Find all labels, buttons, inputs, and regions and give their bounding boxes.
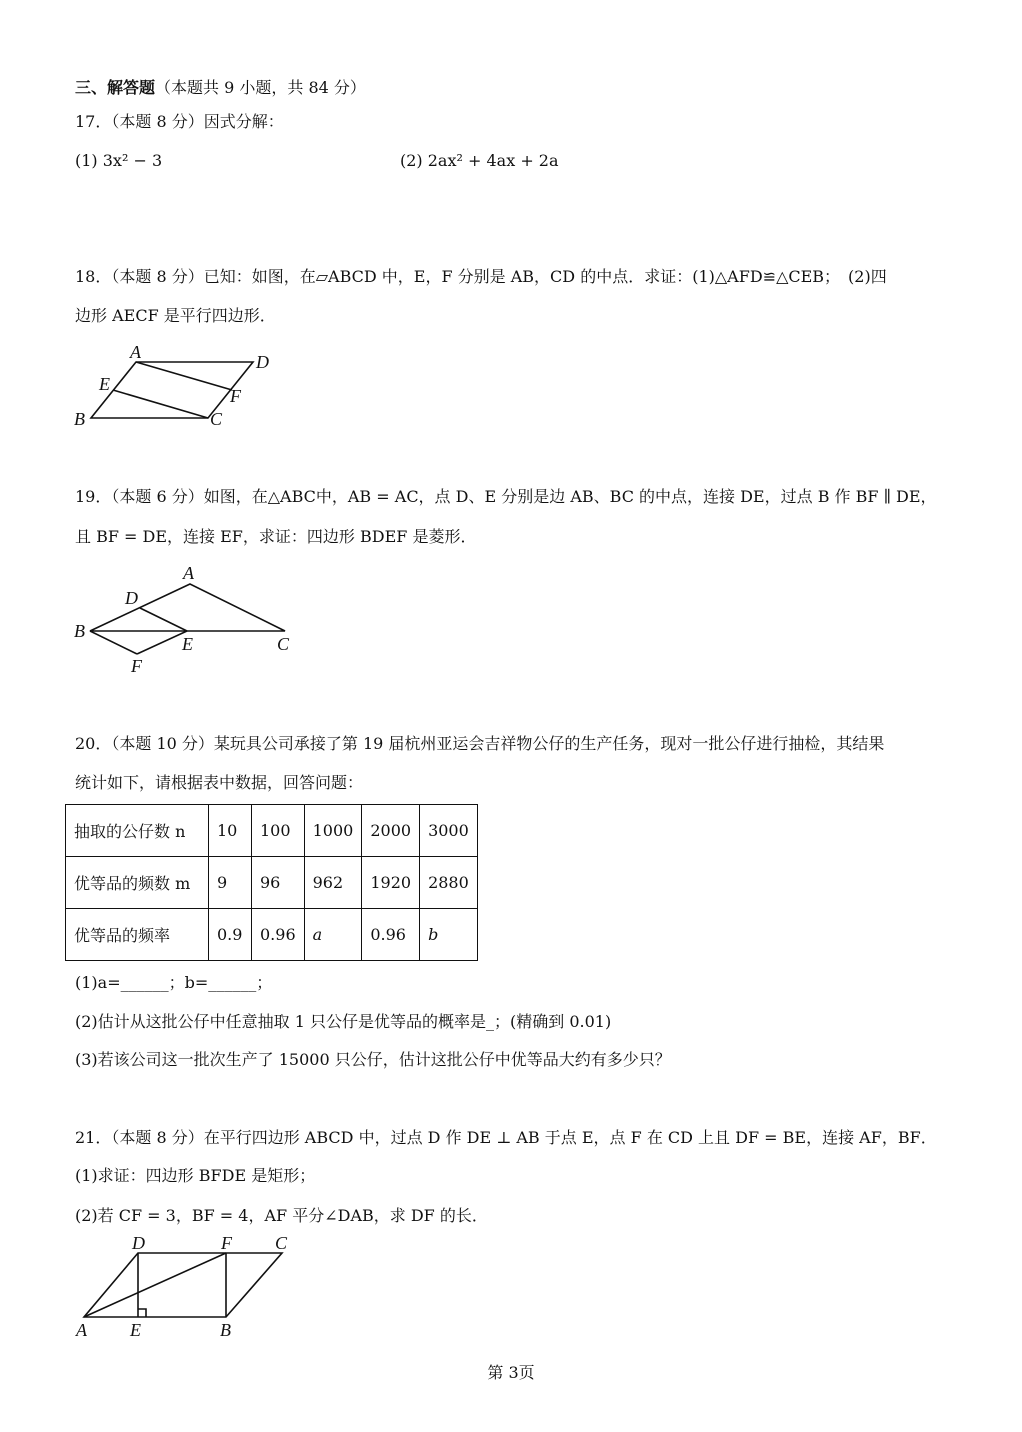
q21-line1: 21．（本题 8 分）在平行四边形 ABCD 中，过点 D 作 DE ⊥ AB 于点 E，点 F 在 CD 上且 DF = BE，连接 AF，BF． [75,1128,937,1147]
section-note: （本题共 9 小题，共 84 分） [155,78,366,97]
q21-label-d: D [132,1233,145,1253]
q21-label-c: C [275,1233,288,1253]
q20-line1: 20．（本题 10 分）某玩具公司承接了第 19 届杭州亚运会吉祥物公仔的生产任务，现对一批公仔进行抽检，其结果 [75,734,885,753]
table-cell: 2880 [420,857,478,909]
q21-parallelogram [84,1253,282,1317]
q18-line2: 边形 AECF 是平行四边形． [75,306,276,325]
q18-label-b: B [74,409,85,429]
q21-label-e: E [130,1320,141,1340]
q19-label-f: F [131,656,142,676]
q18-label-f: F [230,386,241,406]
q21-part2: (2)若 CF = 3，BF = 4，AF 平分∠DAB，求 DF 的长． [75,1206,488,1225]
q19-label-e: E [182,634,193,654]
q21-right-angle-mark [138,1309,146,1317]
q19-label-c: C [277,634,290,654]
q20-frequency-table [65,804,478,961]
table-cell: 1920 [362,857,420,909]
q19-segment-de [140,608,187,631]
table-cell: 9 [209,857,252,909]
q21-figure [70,1232,330,1342]
q19-segment-ef [137,631,187,654]
table-cell: 优等品的频率 [66,909,209,961]
table-cell: 3000 [420,805,478,857]
table-row [66,857,478,909]
table-cell: 0.96 [362,909,420,961]
q19-figure [70,562,310,676]
page-number: 第 3页 [487,1363,535,1382]
q18-line1: 18．（本题 8 分）已知：如图，在▱ABCD 中，E，F 分别是 AB，CD 的中点．求证：(1)△AFD≌△CEB； (2)四 [75,267,887,286]
q20-part1: (1)a=______；b=______； [75,973,273,992]
q21-label-f: F [221,1233,232,1253]
q20-line2: 统计如下，请根据表中数据，回答问题： [75,773,364,792]
q18-segment-ec [113,390,208,418]
q19-line2: 且 BF = DE，连接 EF，求证：四边形 BDEF 是菱形． [75,527,477,546]
table-cell: 96 [252,857,305,909]
q20-part2: (2)估计从这批公仔中任意抽取 1 只公仔是优等品的概率是_；(精确到 0.01) [75,1012,612,1031]
section-header [75,78,366,98]
q17-part1: (1) 3x² − 3 [75,151,163,170]
q18-label-d: D [256,352,269,372]
q19-label-b: B [74,621,85,641]
q17-part2: (2) 2ax² + 4ax + 2a [400,151,559,170]
q17-header: 17．（本题 8 分）因式分解： [75,112,284,131]
q21-label-b: B [220,1320,231,1340]
table-row [66,909,478,961]
q18-label-e: E [99,374,110,394]
q19-triangle-abc [90,584,285,631]
table-cell: 2000 [362,805,420,857]
table-cell: a [304,909,362,961]
q19-line1: 19．（本题 6 分）如图，在△ABC中，AB = AC，点 D、E 分别是边 AB、BC 的中点，连接 DE，过点 B 作 BF ∥ DE， [75,487,937,506]
table-cell: 10 [209,805,252,857]
q21-label-a: A [76,1320,87,1340]
table-row [66,805,478,857]
table-cell: 1000 [304,805,362,857]
table-cell: 优等品的频数 m [66,857,209,909]
q18-figure [70,342,290,432]
q20-part3: (3)若该公司这一批次生产了 15000 只公仔，估计这批公仔中优等品大约有多少只？ [75,1050,671,1069]
q21-segment-af [84,1253,226,1317]
table-cell: 0.96 [252,909,305,961]
q21-part1: (1)求证：四边形 BFDE 是矩形； [75,1166,316,1185]
q18-label-a: A [130,342,141,362]
table-cell: 100 [252,805,305,857]
table-cell: 0.9 [209,909,252,961]
table-cell: 962 [304,857,362,909]
table-cell: b [420,909,478,961]
q19-label-d: D [125,588,138,608]
section-title: 三、解答题 [75,78,156,97]
q18-segment-af [136,362,232,390]
q18-label-c: C [210,409,223,429]
q19-segment-bf [90,631,137,654]
table-cell: 抽取的公仔数 n [66,805,209,857]
q19-label-a: A [183,563,194,583]
